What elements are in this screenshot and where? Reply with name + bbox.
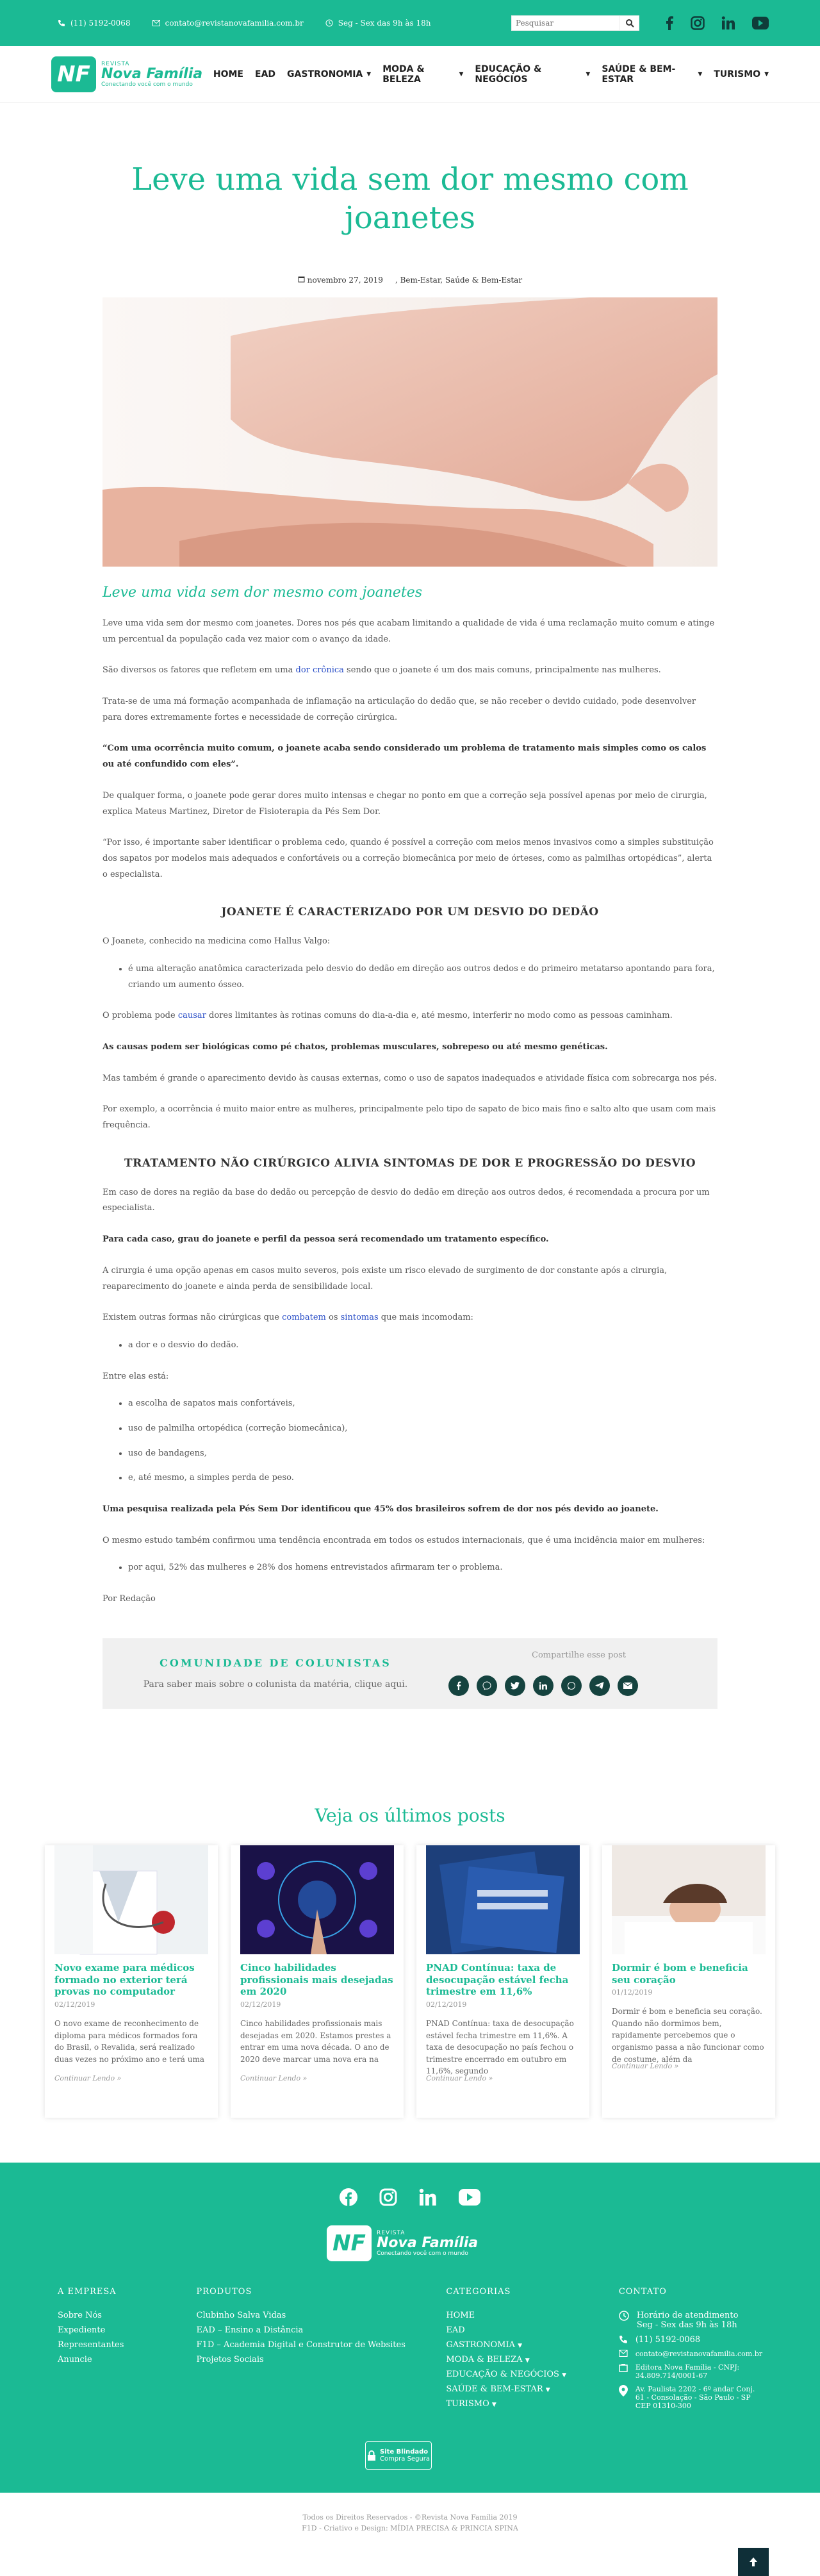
menu-item-home[interactable]: HOME <box>213 69 243 79</box>
read-more-link[interactable]: Continuar Lendo » <box>612 2062 679 2071</box>
caret-down-icon: ▼ <box>545 2386 550 2393</box>
post-card[interactable] <box>602 1845 775 2118</box>
instagram-icon[interactable] <box>379 2188 397 2206</box>
paragraph: São diversos os fatores que refletem em uma dor crônica sendo que o joanete é um dos mais comuns, principalmente nas mulheres. <box>102 665 661 676</box>
calendar-icon <box>298 276 305 283</box>
main-navigation <box>0 46 820 103</box>
list-item: • uso de palmilha ortopédica (correção biomecânica), <box>128 1421 718 1437</box>
messenger-icon <box>482 1681 491 1690</box>
footer-link[interactable]: EAD – Ensino a Distância <box>196 2325 304 2335</box>
post-excerpt: Dormir é bom e beneficia seu coração. Quando não dormimos bem, rapidamente percebemos que o organismo passa a não funcionar como de costume, além da <box>612 2007 764 2064</box>
footer-link[interactable]: MODA & BELEZA ▼ <box>446 2354 530 2364</box>
telegram-icon <box>595 1682 604 1690</box>
post-thumbnail[interactable] <box>54 1845 208 1954</box>
clock-icon <box>325 19 333 27</box>
paragraph: Em caso de dores na região da base do dedão ou percepção de desvio do dedão em direção aos outros dedos, é recomendada a procura por um especialista. <box>102 1187 710 1213</box>
footer-link[interactable]: Representantes <box>58 2339 124 2350</box>
caret-down-icon: ▼ <box>366 71 372 78</box>
link-dor-cronica[interactable]: dor crônica <box>295 665 344 676</box>
location-pin-icon <box>619 2385 628 2397</box>
paragraph: “Por isso, é importante saber identificar o problema cedo, quando é possível a correção com meios menos invasivos como a simples substituição dos sapatos por modelos mais adequados e confortáveis ou a correção biomecânica por meio de órteses, como as palmilhas ortopédicas”, alerta o especialista. <box>102 838 714 879</box>
footer-company-column: A EMPRESA Sobre Nós Expediente Representantes Anuncie <box>58 2287 197 2415</box>
list-item: • por aqui, 52% das mulheres e 28% dos homens entrevistados afirmaram ter o problema. <box>128 1560 718 1576</box>
facebook-icon[interactable] <box>340 2188 357 2206</box>
footer-link[interactable]: EDUCAÇÃO & NEGÓCIOS ▼ <box>446 2369 566 2379</box>
caret-down-icon: ▼ <box>764 71 769 78</box>
link-sintomas[interactable]: sintomas <box>340 1313 379 1323</box>
share-telegram-button[interactable] <box>589 1675 610 1696</box>
arrow-up-icon <box>749 2557 758 2567</box>
footer-link[interactable]: Clubinho Salva Vidas <box>196 2310 286 2320</box>
post-date: 02/12/2019 <box>54 2000 95 2009</box>
linkedin-icon[interactable] <box>419 2188 437 2206</box>
youtube-icon[interactable] <box>459 2188 480 2206</box>
share-messenger-button[interactable] <box>477 1675 497 1696</box>
phone-icon <box>58 19 65 27</box>
paragraph: Entre elas está: <box>102 1371 169 1381</box>
footer-categories-column: CATEGORIAS HOME EAD GASTRONOMIA ▼ MODA & BELEZA ▼ EDUCAÇÃO & NEGÓCIOS ▼ SAÚDE & BEM-ESTAR ▼ TURISMO ▼ <box>446 2287 618 2415</box>
latest-posts <box>45 1845 775 2118</box>
link-combatem[interactable]: combatem <box>282 1313 326 1323</box>
list-item: • a dor e o desvio do dedão. <box>128 1338 718 1354</box>
lock-icon <box>367 2450 376 2461</box>
menu-item-moda-beleza[interactable]: MODA & BELEZA ▼ <box>382 63 464 85</box>
menu-item-turismo[interactable]: TURISMO ▼ <box>714 69 769 79</box>
youtube-icon[interactable] <box>752 16 769 30</box>
footer-link[interactable]: Projetos Sociais <box>196 2354 264 2364</box>
paragraph: Leve uma vida sem dor mesmo com joanetes. Dores nos pés que acabam limitando a qualidade de vida é uma reclamação muito comum e atinge um percentual da população cada vez maior com o avanço da idade. <box>102 619 715 644</box>
top-bar <box>0 0 820 46</box>
back-to-top-button[interactable] <box>738 2548 769 2576</box>
article-hero-image <box>102 297 718 567</box>
list-item: • uso de bandagens, <box>128 1446 718 1462</box>
read-more-link[interactable]: Continuar Lendo » <box>54 2074 122 2082</box>
phone-icon <box>619 2335 628 2344</box>
facebook-icon <box>456 1681 461 1690</box>
paragraph: As causas podem ser biológicas como pé chatos, problemas musculares, sobrepeso ou até mesmo genéticas. <box>102 1042 608 1052</box>
post-card[interactable] <box>231 1845 404 2118</box>
paragraph: De qualquer forma, o joanete pode gerar dores muito intensas e chegar no ponto em que a correção seja possível apenas por meio de cirurgia, explica Mateus Martinez, Diretor de Fisioterapia da Pés Sem Dor. <box>102 790 707 817</box>
article-subtitle: Leve uma vida sem dor mesmo com joanetes <box>102 585 423 601</box>
article-body <box>102 616 718 1608</box>
latest-posts-heading: Veja os últimos posts <box>315 1804 505 1826</box>
caret-down-icon: ▼ <box>518 2342 523 2349</box>
menu-item-saude-bem-estar[interactable]: SAÚDE & BEM-ESTAR ▼ <box>602 63 703 85</box>
post-date: novembro 27, 2019 <box>307 276 383 285</box>
credits-text: F1D - Criativo e Design: MÍDIA PRECISA & PRINCIA SPINA <box>302 2524 518 2533</box>
copyright-text: Todos os Direitos Reservados - ©Revista Nova Família 2019 <box>302 2513 518 2522</box>
logo-mark: NF <box>51 56 96 92</box>
footer-logo[interactable]: NF REVISTA Nova Família Conectando você com o mundo <box>327 2225 493 2261</box>
list-item: • a escolha de sapatos mais confortáveis, <box>128 1396 718 1412</box>
footer-link[interactable]: Expediente <box>58 2325 106 2335</box>
read-more-link[interactable]: Continuar Lendo » <box>426 2074 493 2082</box>
email-contact[interactable]: contato@revistanovafamilia.com.br <box>152 19 304 28</box>
post-card[interactable] <box>416 1845 589 2118</box>
footer-link[interactable]: TURISMO ▼ <box>446 2398 496 2409</box>
post-categories[interactable]: , Bem-Estar, Saúde & Bem-Estar <box>395 276 523 285</box>
paragraph: O mesmo estudo também confirmou uma tendência encontrada em todos os estudos internacionais, que é uma incidência maior em mulheres: <box>102 1535 705 1545</box>
search-form <box>511 15 639 31</box>
share-linkedin-button[interactable] <box>533 1675 554 1696</box>
list-item: • é uma alteração anatômica caracterizada pelo desvio do dedão em direção aos outros dedos e do primeiro metatarso apontando para fora, criando um aumento ósseo. <box>128 961 718 993</box>
paragraph: Uma pesquisa realizada pela Pés Sem Dor identificou que 45% dos brasileiros sofrem de dor nos pés devido ao joanete. <box>102 1504 659 1514</box>
section-heading: JOANETE É CARACTERIZADO POR UM DESVIO DO DEDÃO <box>221 906 599 919</box>
post-date: 01/12/2019 <box>612 1988 653 1997</box>
caret-down-icon: ▼ <box>562 2372 566 2379</box>
caret-down-icon: ▼ <box>525 2357 530 2364</box>
link-causar[interactable]: causar <box>177 1011 206 1021</box>
search-button[interactable] <box>620 15 639 31</box>
whatsapp-icon <box>567 1681 576 1690</box>
linkedin-icon[interactable] <box>721 16 735 30</box>
twitter-icon <box>511 1682 520 1690</box>
site-footer <box>0 2163 820 2493</box>
share-email-button[interactable] <box>618 1675 638 1696</box>
caret-down-icon: ▼ <box>459 71 464 78</box>
post-title[interactable]: Dormir é bom e beneficia seu coração <box>612 1961 748 1986</box>
paragraph: Existem outras formas não cirúrgicas que combatem os sintomas que mais incomodam: <box>102 1313 473 1323</box>
caret-down-icon: ▼ <box>698 71 703 78</box>
footer-products-column: PRODUTOS Clubinho Salva Vidas EAD – Ensino a Distância F1D – Academia Digital e Construtor de Websites Projetos Sociais <box>197 2287 447 2415</box>
facebook-icon[interactable] <box>665 16 674 30</box>
site-logo[interactable]: NF REVISTA Nova Família Conectando você com o mundo <box>51 56 207 92</box>
post-excerpt: PNAD Contínua: taxa de desocupação estável fecha trimestre em 11,6%. A taxa de desocupação no país fechou o trimestre encerrado em outubro em 11,6%, segundo <box>426 2019 574 2076</box>
footer-link[interactable]: HOME <box>446 2310 475 2320</box>
post-title[interactable]: PNAD Contínua: taxa de desocupação estável fecha trimestre em 11,6% <box>426 1961 569 1998</box>
menu-item-ead[interactable]: EAD <box>255 69 276 79</box>
share-twitter-button[interactable] <box>505 1675 525 1696</box>
post-excerpt: O novo exame de reconhecimento de diploma para médicos formados fora do Brasil, o Revalida, será realizado duas vezes no próximo ano e terá uma <box>54 2019 204 2064</box>
caret-down-icon: ▼ <box>586 71 591 78</box>
section-heading: TRATAMENTO NÃO CIRÚRGICO ALIVIA SINTOMAS DE DOR E PROGRESSÃO DO DESVIO <box>124 1156 696 1170</box>
post-title[interactable]: Novo exame para médicos formado no exterior terá provas no computador <box>54 1961 195 1998</box>
hours-info: Seg - Sex das 9h às 18h <box>325 19 431 28</box>
post-title[interactable]: Cinco habilidades profissionais mais desejadas em 2020 <box>240 1961 393 1998</box>
caret-down-icon: ▼ <box>491 2401 496 2408</box>
post-excerpt: Cinco habilidades profissionais mais desejadas em 2020. Estamos prestes a entrar em uma nova década. O ano de 2020 deve marcar uma nova era na <box>240 2019 391 2064</box>
footer-link[interactable]: Anuncie <box>58 2354 92 2364</box>
list-item: • e, até mesmo, a simples perda de peso. <box>128 1470 718 1486</box>
linkedin-icon <box>539 1682 547 1690</box>
post-card[interactable] <box>45 1845 218 2118</box>
read-more-link[interactable]: Continuar Lendo » <box>240 2074 308 2082</box>
paragraph: Para cada caso, grau do joanete e perfil da pessoa será recomendado um tratamento específico. <box>102 1234 549 1245</box>
post-thumbnail[interactable] <box>612 1845 766 1954</box>
phone-contact[interactable]: (11) 5192-0068 <box>58 19 131 28</box>
post-date: 02/12/2019 <box>426 2000 467 2009</box>
envelope-icon <box>619 2350 628 2357</box>
columnists-heading[interactable]: COMUNIDADE DE COLUNISTAS <box>160 1657 391 1670</box>
paragraph: O problema pode causar dores limitantes às rotinas comuns do dia-a-dia e, até mesmo, interferir no modo como as pessoas caminham. <box>102 1011 673 1021</box>
footer-contact-column: CONTATO Horário de atendimento Seg - Sex das 9h às 18h (11) 5192-0068 contato@revistanovafamilia.com.br Editora Nova Família - CNPJ: 34.809.714/0001-67 Av. Paulista 2202 - 6º andar Conj. 61 - Consolação - São Paulo - SP CEP 01310-300 <box>618 2286 762 2410</box>
paragraph: Por exemplo, a ocorrência é muito maior entre as mulheres, principalmente pelo tipo de sapato de bico mais fino e salto alto que usam com mais frequência. <box>102 1104 716 1131</box>
logo-mark: NF <box>327 2225 372 2261</box>
share-whatsapp-button[interactable] <box>561 1675 582 1696</box>
page-title: Leve uma vida sem dor mesmo com joanetes <box>131 162 689 236</box>
footer-link[interactable]: EAD <box>446 2325 465 2335</box>
menu-item-gastronomia[interactable]: GASTRONOMIA ▼ <box>287 69 372 79</box>
columnist-share-box <box>102 1638 718 1709</box>
paragraph: Trata-se de uma má formação acompanhada de inflamação na articulação do dedão que, se não receber o devido cuidado, pode desenvolver para dores extremamente fortes e necessidade de correção cirúrgica. <box>102 697 696 722</box>
search-icon <box>625 19 634 28</box>
post-thumbnail[interactable] <box>240 1845 394 1954</box>
footer-link[interactable]: GASTRONOMIA ▼ <box>446 2339 523 2350</box>
instagram-icon[interactable] <box>691 16 705 30</box>
paragraph: O Joanete, conhecido na medicina como Hallus Valgo: <box>102 936 331 947</box>
search-input[interactable] <box>511 15 620 31</box>
article <box>102 103 718 1709</box>
share-label: Compartilhe esse post <box>532 1650 627 1661</box>
footer-link[interactable]: SAÚDE & BEM-ESTAR ▼ <box>446 2384 550 2394</box>
clock-icon <box>619 2311 629 2321</box>
envelope-icon <box>623 1683 632 1689</box>
author-credit: Por Redação <box>102 1594 156 1604</box>
menu-item-educacao-negocios[interactable]: EDUCAÇÃO & NEGÓCIOS ▼ <box>475 63 591 85</box>
post-meta <box>102 276 718 285</box>
footer-link[interactable]: Sobre Nós <box>58 2310 102 2320</box>
post-thumbnail[interactable] <box>426 1845 580 1954</box>
quote-paragraph: “Com uma ocorrência muito comum, o joanete acaba sendo considerado um problema de tratamento mais simples como os calos ou até confundido com eles”. <box>102 744 707 770</box>
company-icon <box>619 2363 628 2372</box>
envelope-icon <box>152 20 160 26</box>
paragraph: Mas também é grande o aparecimento devido às causas externas, como o uso de sapatos inadequados e atividade física com sobrecarga nos pés. <box>102 1073 717 1083</box>
post-date: 02/12/2019 <box>240 2000 281 2009</box>
copyright-bar <box>0 2493 820 2576</box>
share-facebook-button[interactable] <box>448 1675 469 1696</box>
paragraph: A cirurgia é uma opção apenas em casos muito severos, pois existe um risco elevado de surgimento de dor constante após a cirurgia, reaparecimento do joanete e ainda perda de sensibilidade local. <box>102 1265 668 1292</box>
footer-link[interactable]: F1D – Academia Digital e Construtor de Websites <box>196 2339 406 2350</box>
columnists-link[interactable]: Para saber mais sobre o colunista da matéria, clique aqui. <box>143 1679 408 1690</box>
site-blindado-seal[interactable]: Site Blindado Compra Segura <box>365 2441 432 2470</box>
